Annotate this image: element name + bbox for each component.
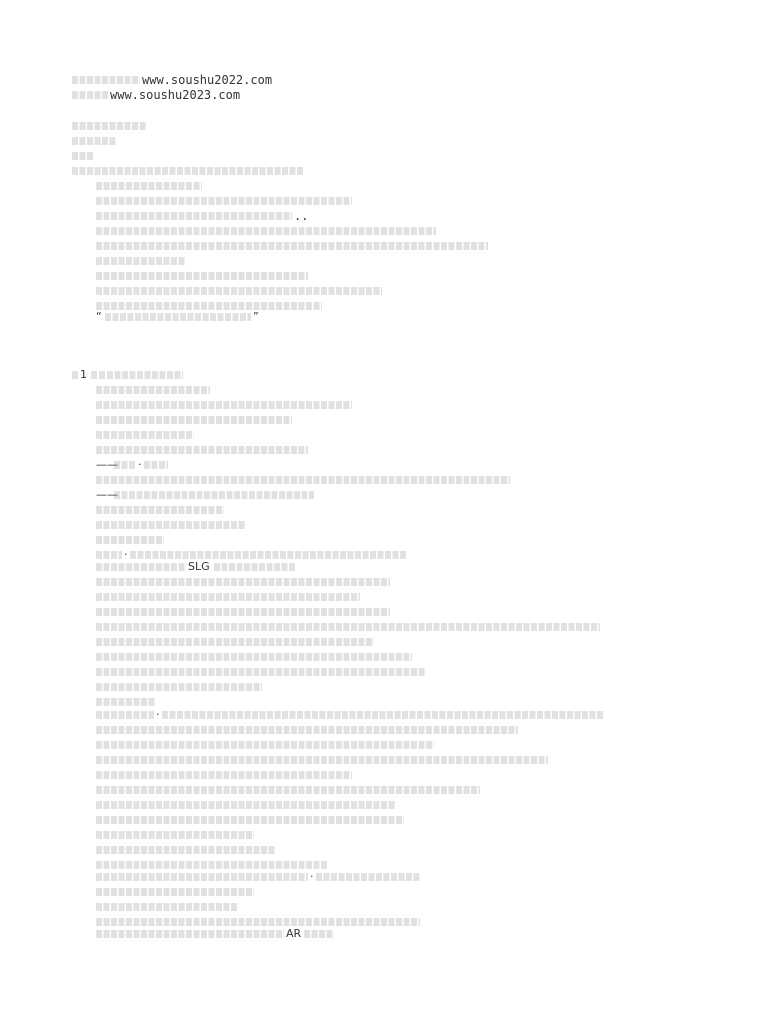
unreadable-text-run: [107, 371, 183, 379]
unreadable-text-run: [96, 668, 426, 676]
line-text: SLG: [188, 560, 210, 573]
unreadable-text-run: [96, 741, 434, 749]
line-text: “: [96, 310, 102, 323]
unreadable-text-run: [214, 563, 296, 571]
unreadable-text-run: [130, 551, 406, 559]
unreadable-text-run: [96, 197, 352, 205]
unreadable-text-run: [96, 698, 156, 706]
unreadable-text-run: [72, 152, 94, 160]
line-text: ·: [310, 870, 314, 883]
unreadable-text-run: [96, 846, 276, 854]
unreadable-text-run: [96, 816, 404, 824]
unreadable-text-run: [96, 257, 186, 265]
unreadable-text-run: [96, 476, 510, 484]
unreadable-text-run: [96, 506, 224, 514]
line-text: ——: [96, 458, 118, 471]
line-text: ·: [156, 708, 160, 721]
unreadable-text-run: [114, 461, 136, 469]
unreadable-text-run: [96, 227, 436, 235]
unreadable-text-run: [72, 371, 78, 379]
unreadable-text-run: [72, 167, 304, 175]
line-text: 1: [80, 368, 87, 381]
unreadable-text-run: [105, 313, 251, 321]
unreadable-text-run: [96, 786, 480, 794]
unreadable-text-run: [96, 771, 352, 779]
unreadable-text-run: [96, 578, 390, 586]
unreadable-text-run: [96, 918, 420, 926]
unreadable-text-run: [96, 623, 600, 631]
unreadable-text-run: [72, 91, 108, 99]
unreadable-text-run: [96, 536, 164, 544]
unreadable-text-run: [96, 401, 352, 409]
unreadable-text-run: [96, 416, 292, 424]
site-link-text[interactable]: www.soushu2023.com: [110, 88, 241, 102]
unreadable-text-run: [114, 491, 314, 499]
unreadable-text-run: [96, 272, 308, 280]
unreadable-text-run: [96, 861, 328, 869]
unreadable-text-run: [96, 563, 186, 571]
unreadable-text-run: [72, 137, 116, 145]
unreadable-text-run: [144, 461, 168, 469]
unreadable-text-run: [96, 638, 374, 646]
unreadable-text-run: [96, 888, 254, 896]
unreadable-text-run: [96, 726, 518, 734]
unreadable-text-run: [96, 431, 194, 439]
unreadable-text-run: [72, 122, 146, 130]
unreadable-text-run: [96, 683, 262, 691]
unreadable-text-run: [96, 873, 308, 881]
unreadable-text-run: [96, 801, 396, 809]
unreadable-text-run: [96, 831, 254, 839]
unreadable-text-run: [96, 711, 154, 719]
unreadable-text-run: [96, 608, 390, 616]
unreadable-text-run: [96, 653, 412, 661]
unreadable-text-run: [304, 930, 334, 938]
line-text: ·: [124, 548, 128, 561]
unreadable-text-run: [96, 593, 360, 601]
unreadable-text-run: [96, 521, 246, 529]
unreadable-text-run: [162, 711, 604, 719]
unreadable-text-run: [96, 386, 210, 394]
line-text: ..: [294, 209, 309, 223]
unreadable-text-run: [316, 873, 420, 881]
unreadable-text-run: [96, 551, 122, 559]
unreadable-text-run: [96, 930, 284, 938]
line-text: ”: [253, 310, 259, 323]
unreadable-text-run: [96, 446, 308, 454]
unreadable-text-run: [96, 756, 548, 764]
line-text: ·: [138, 458, 142, 471]
unreadable-text-run: [91, 371, 97, 379]
unreadable-text-run: [96, 212, 292, 220]
unreadable-text-run: [96, 302, 322, 310]
unreadable-text-run: [96, 242, 488, 250]
unreadable-text-run: [96, 903, 238, 911]
line-text: ——: [96, 488, 118, 501]
site-link-text[interactable]: www.soushu2022.com: [142, 73, 273, 87]
line-text: AR: [286, 927, 302, 940]
unreadable-text-run: [96, 182, 202, 190]
unreadable-text-run: [99, 371, 105, 379]
unreadable-text-run: [72, 76, 140, 84]
unreadable-text-run: [96, 287, 382, 295]
